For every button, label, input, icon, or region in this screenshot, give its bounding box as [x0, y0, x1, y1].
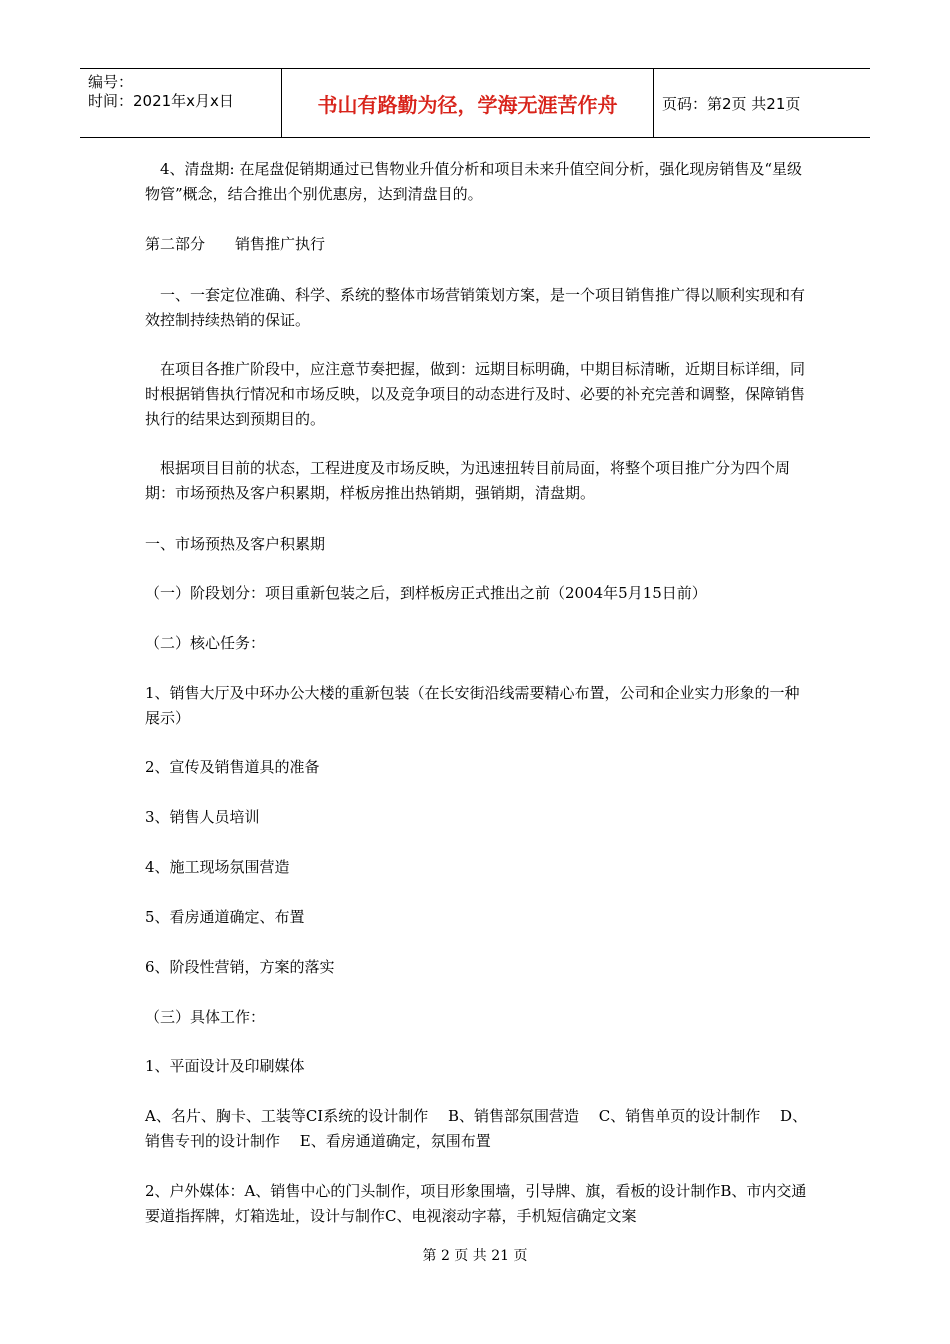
page-header — [80, 68, 870, 138]
header-number: 编号： — [88, 73, 134, 91]
list-item: 3、销售人员培训 — [145, 808, 260, 826]
paragraph: 一、一套定位准确、科学、系统的整体市场营销策划方案，是一个项目销售推广得以顺利实现和有效控制持续热销的保证。 — [145, 286, 806, 329]
header-time: 时间：2021年x月x日 — [88, 92, 234, 110]
list-item: 6、阶段性营销，方案的落实 — [145, 958, 335, 976]
paragraph: 根据项目目前的状态，工程进度及市场反映，为迅速扭转目前局面，将整个项目推广分为四个周期：市场预热及客户积累期，样板房推出热销期，强销期，清盘期。 — [145, 459, 791, 502]
header-meta — [80, 69, 282, 137]
paragraph: （二）核心任务： — [145, 634, 266, 652]
paragraph: （三）具体工作： — [145, 1008, 266, 1026]
paragraph: 4、清盘期: 在尾盘促销期通过已售物业升值分析和项目未来升值空间分析，强化现房销售及“星级物管”概念，结合推出个别优惠房，达到清盘目的。 — [145, 160, 803, 203]
page-footer: 第 2 页 共 21 页 — [422, 1248, 528, 1264]
section-heading: 第二部分 销售推广执行 — [145, 235, 326, 253]
paragraph: 在项目各推广阶段中，应注意节奏把握，做到：远期目标明确，中期目标清晰，近期目标详细，同时根据销售执行情况和市场反映，以及竞争项目的动态进行及时、必要的补充完善和调整，保障销售执行的结果达到预期目的。 — [145, 360, 806, 428]
paragraph: 2、户外媒体：A、销售中心的门头制作，项目形象围墙，引导牌、旗，看板的设计制作B、市内交通要道指挥牌，灯箱选址，设计与制作C、电视滚动字幕，手机短信确定文案 — [145, 1182, 807, 1225]
paragraph: （一）阶段划分：项目重新包装之后，到样板房正式推出之前（2004年5月15日前） — [145, 584, 707, 602]
header-page-info: 页码：第2页 共21页 — [662, 94, 801, 113]
list-item: 1、销售大厅及中环办公大楼的重新包装（在长安街沿线需要精心布置，公司和企业实力形象的一种展示） — [145, 684, 800, 727]
list-item: 4、施工现场氛围营造 — [145, 858, 290, 876]
paragraph: A、名片、胸卡、工装等CI系统的设计制作 B、销售部氛围营造 C、销售单页的设计制作 D、销售专刊的设计制作 E、看房通道确定，氛围布置 — [145, 1107, 808, 1150]
section-heading: 一、市场预热及客户积累期 — [145, 535, 326, 553]
list-item: 2、宣传及销售道具的准备 — [145, 758, 320, 776]
list-item: 5、看房通道确定、布置 — [145, 908, 305, 926]
header-motto: 书山有路勤为径，学海无涯苦作舟 — [282, 69, 654, 137]
list-item: 1、平面设计及印刷媒体 — [145, 1057, 305, 1075]
